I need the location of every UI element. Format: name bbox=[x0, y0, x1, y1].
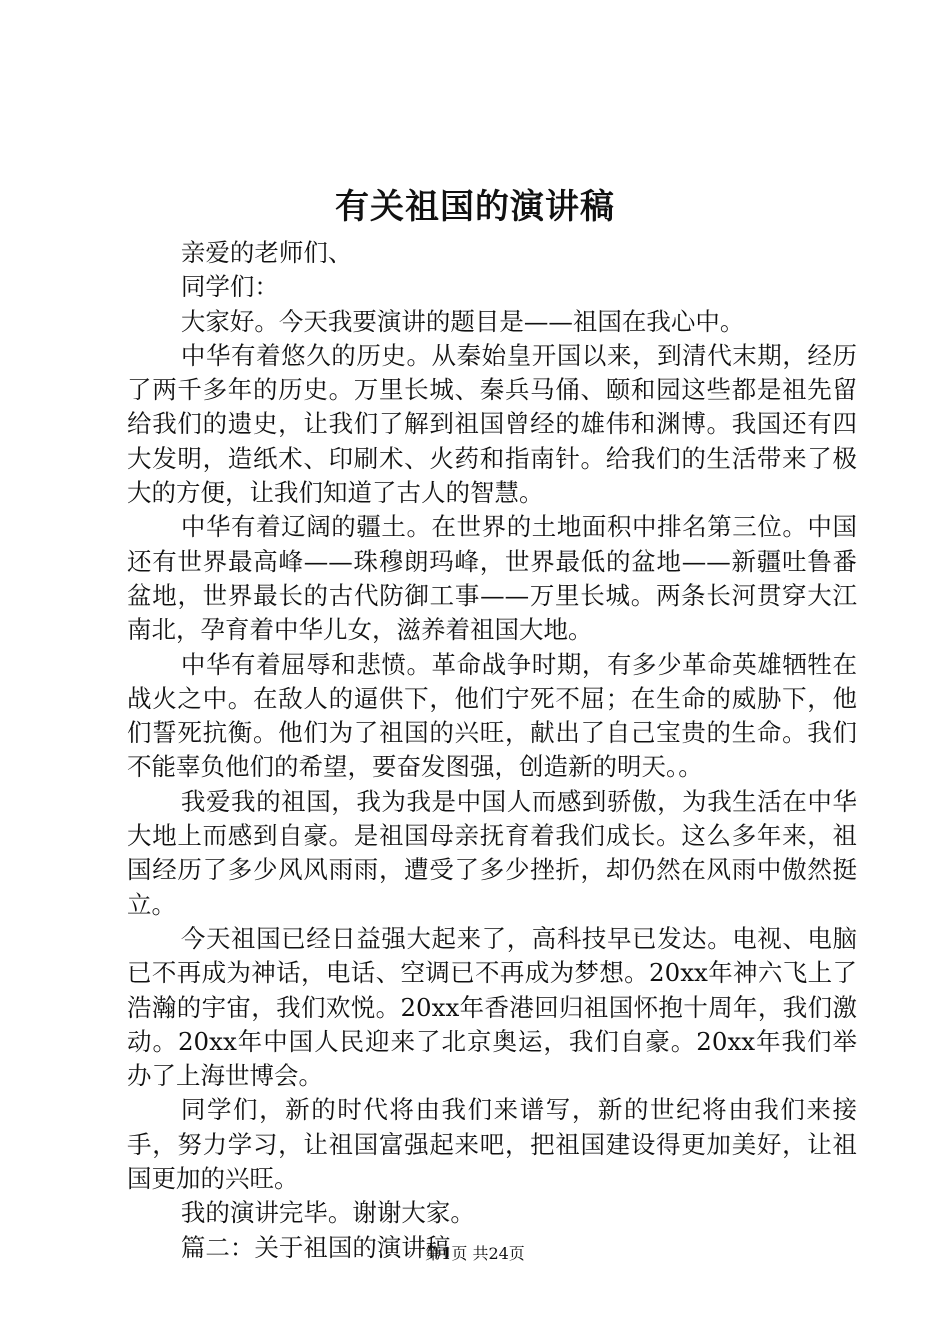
greeting-paragraph: 大家好。今天我要演讲的题目是——祖国在我心中。 bbox=[180, 306, 745, 336]
document-body bbox=[127, 236, 857, 1265]
next-section-heading: 篇二：关于祖国的演讲稿 bbox=[180, 1232, 451, 1262]
page-number-footer: 第1页 共24页 bbox=[425, 1244, 525, 1263]
territory-paragraph: 中华有着辽阔的疆土。在世界的土地面积中排名第三位。中国还有世界最高峰——珠穆朗玛峰，世界最低的盆地——新疆吐鲁番盆地，世界最长的古代防御工事——万里长城。两条长河贯穿大江南北，孕育着中华儿女，滋养着祖国大地。 bbox=[127, 512, 857, 645]
history-paragraph: 中华有着悠久的历史。从秦始皇开国以来，到清代末期，经历了两千多年的历史。万里长城、秦兵马俑、颐和园这些都是祖先留给我们的遗史，让我们了解到祖国曾经的雄伟和渊博。我国还有四大发明，造纸术、印刷术、火药和指南针。给我们的生活带来了极大的方便，让我们知道了古人的智慧。 bbox=[127, 340, 857, 508]
document-title: 有关祖国的演讲稿 bbox=[335, 187, 615, 227]
salutation-line-1: 亲爱的老师们、 bbox=[180, 238, 353, 267]
closing-paragraph: 我的演讲完毕。谢谢大家。 bbox=[180, 1198, 475, 1228]
call-to-action-paragraph: 同学们，新的时代将由我们来谱写，新的世纪将由我们来接手，努力学习，让祖国富强起来吧，把祖国建设得更加美好，让祖国更加的兴旺。 bbox=[127, 1095, 857, 1194]
love-paragraph: 我爱我的祖国，我为我是中国人而感到骄傲，为我生活在中华大地上而感到自豪。是祖国母亲抚育着我们成长。这么多年来，祖国经历了多少风风雨雨，遭受了多少挫折，却仍然在风雨中傲然挺立。 bbox=[127, 786, 857, 919]
humiliation-paragraph: 中华有着屈辱和悲愤。革命战争时期，有多少革命英雄牺牲在战火之中。在敌人的逼供下，他们宁死不屈；在生命的威胁下，他们誓死抗衡。他们为了祖国的兴旺，献出了自己宝贵的生命。我们不能辜负他们的希望，要奋发图强，创造新的明天。。 bbox=[127, 649, 857, 782]
today-paragraph: 今天祖国已经日益强大起来了，高科技早已发达。电视、电脑已不再成为神话，电话、空调已不再成为梦想。20xx年神六飞上了浩瀚的宇宙，我们欢悦。20xx年香港回归祖国怀抱十周年，我们激动。20xx年中国人民迎来了北京奥运，我们自豪。20xx年我们举办了上海世博会。 bbox=[127, 923, 857, 1091]
salutation-line-2: 同学们： bbox=[180, 272, 279, 302]
